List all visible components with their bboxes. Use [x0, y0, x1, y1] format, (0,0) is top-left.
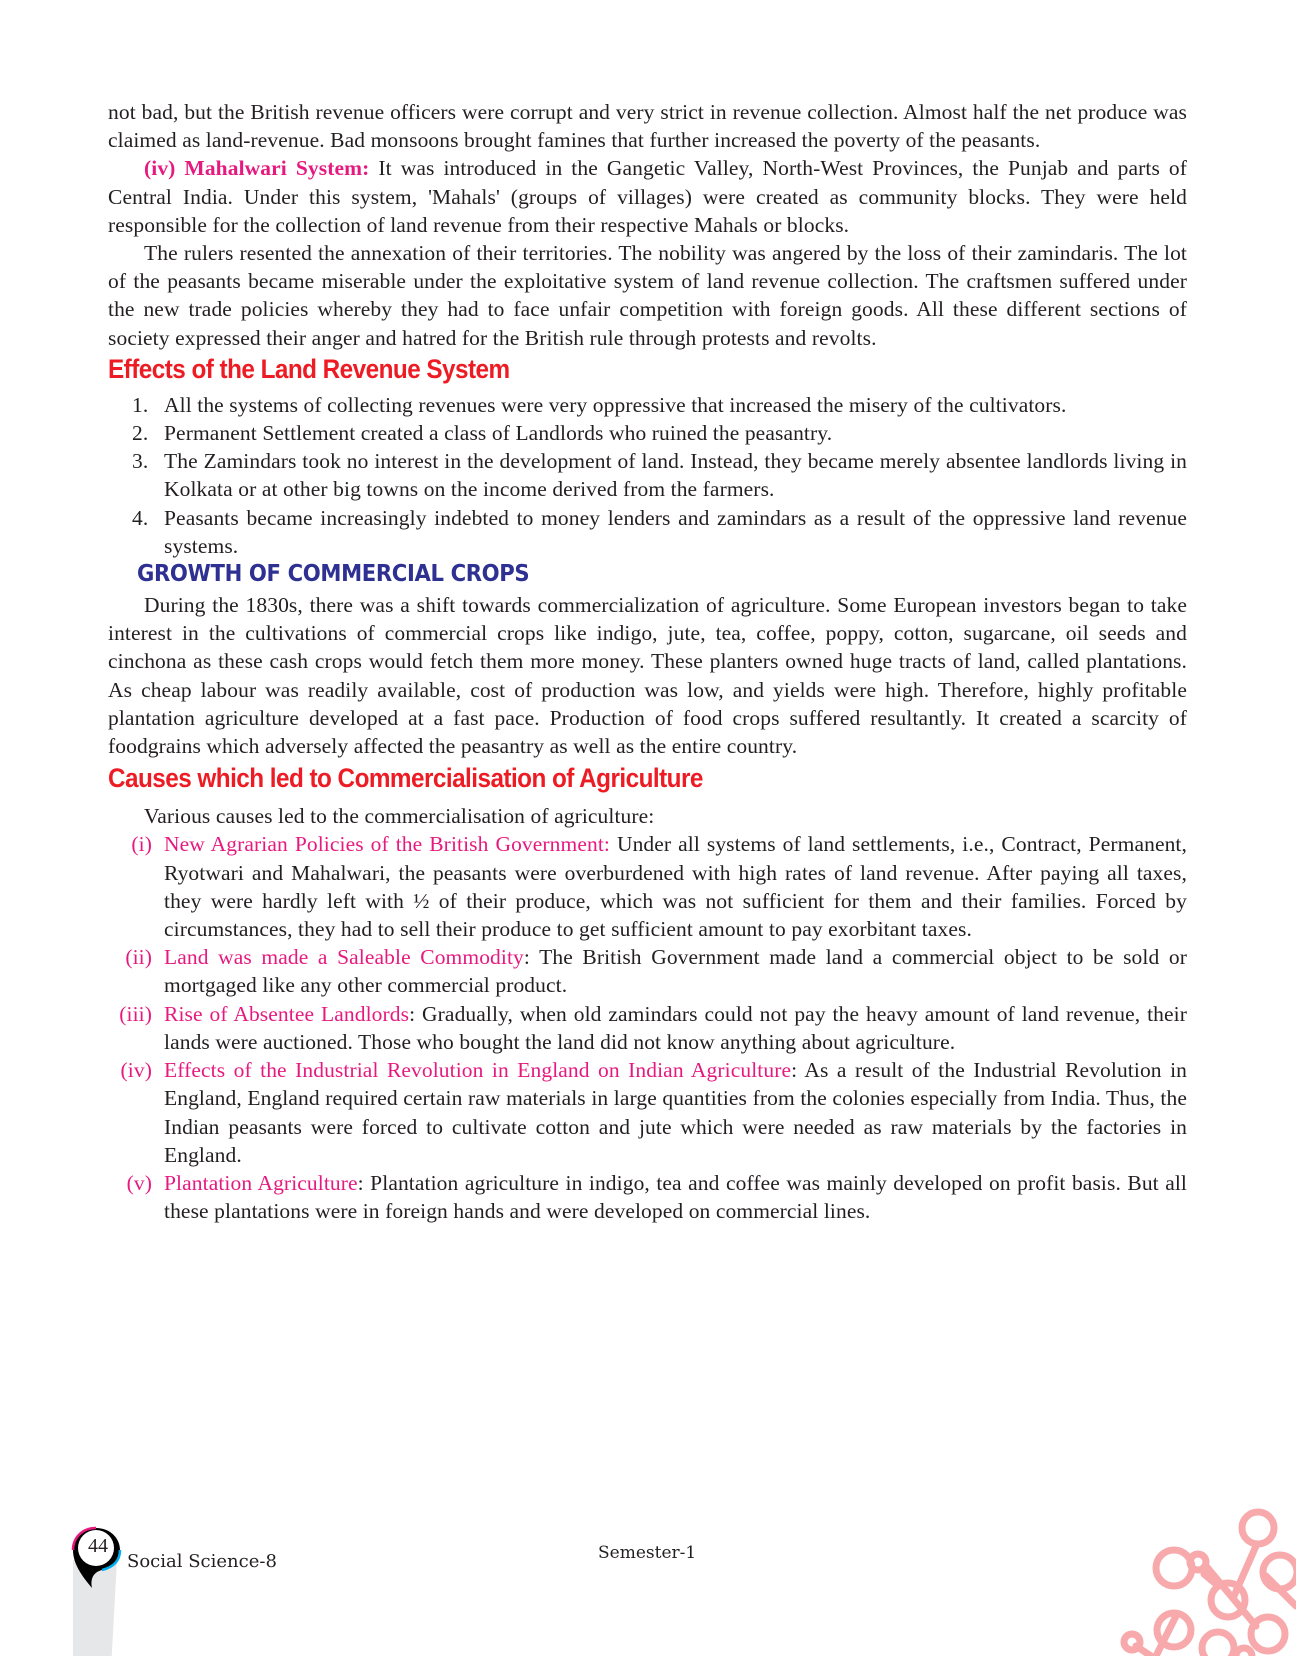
heading-causes: Causes which led to Commercialisation of Agriculture: [108, 763, 703, 794]
decorative-circles-icon: [1116, 1506, 1296, 1656]
list-item: (v) Plantation Agriculture: Plantation agriculture in indigo, tea and coffee was mainly developed on profit basis. But all these plantations were in foreign hands and were developed on commercial lines.: [126, 1170, 1187, 1224]
book-title: Social Science-8: [127, 1551, 277, 1572]
effects-list: [108, 391, 1187, 560]
paragraph-resentment: The rulers resented the annexation of their territories. The nobility was angered by the loss of their zamindaris. The lot of the peasants became miserable under the exploitative system of land revenue collection. The craftsmen suffered under the new trade policies whereby they had to face unfair competition with foreign goods. All these different sections of society expressed their anger and hatred for the British rule through protests and revolts.: [108, 241, 1187, 350]
list-item: 4. Peasants became increasingly indebted to money lenders and zamindars as a result of the oppressive land revenue systems.: [132, 505, 1187, 558]
causes-list: [108, 830, 1187, 1225]
list-item: (iv) Effects of the Industrial Revolution in England on Indian Agriculture: As a result of the Industrial Revolution in England, England required certain raw materials in large quantities from the colonies especially from India. Thus, the Indian peasants were forced to cultivate cotton and jute which were needed as raw materials by the factories in England.: [120, 1058, 1188, 1167]
list-item: (i) New Agrarian Policies of the British Government: Under all systems of land settlements, i.e., Contract, Permanent, Ryotwari and Mahalwari, the peasants were overburdened with high rates of land revenue. After paying all taxes, they were hardly left with ½ of their produce, which was not sufficient for them and their families. Forced by circumstances, they had to sell their produce to get sufficient amount to pay exorbitant taxes.: [131, 832, 1187, 942]
page-content: [108, 98, 1187, 1225]
mahalwari-label: (iv) Mahalwari System:: [144, 156, 370, 181]
heading-growth-commercial-crops: GROWTH OF COMMERCIAL CROPS: [137, 561, 530, 588]
mahalwari-text: It was introduced in the Gangetic Valley, North-West Provinces, the Punjab and parts of Central India. Under this system, 'Mahals' (groups of villages) were created as community blocks. They were held responsible for the collection of land revenue from their respective Mahals or blocks.: [108, 156, 1188, 237]
page-number: 44: [88, 1535, 108, 1557]
causes-intro: Various causes led to the commercialisation of agriculture:: [144, 804, 655, 829]
list-item: 3. The Zamindars took no interest in the development of land. Instead, they became merely absentee landlords living in Kolkata or at other big towns on the income derived from the farmers.: [132, 449, 1187, 502]
paragraph-growth: During the 1830s, there was a shift towards commercialization of agriculture. Some European investors began to take interest in the cultivations of commercial crops like indigo, jute, tea, coffee, poppy, cotton, sugarcane, oil seeds and cinchona as these cash crops would fetch them more money. These planters owned huge tracts of land, called plantations. As cheap labour was readily available, cost of production was low, and yields were high. Therefore, highly profitable plantation agriculture developed at a fast pace. Production of food crops suffered resultantly. It created a scarcity of foodgrains which adversely affected the peasantry as well as the entire country.: [108, 593, 1187, 759]
list-item: 1. All the systems of collecting revenues were very oppressive that increased the misery of the cultivators.: [132, 392, 1067, 417]
heading-effects: Effects of the Land Revenue System: [108, 353, 510, 384]
semester-label: Semester-1: [598, 1543, 697, 1563]
list-item: (iii) Rise of Absentee Landlords: Gradually, when old zamindars could not pay the heavy amount of land revenue, their lands were auctioned. Those who bought the land did not know anything about agriculture.: [119, 1001, 1187, 1054]
paragraph-mahalwari: [108, 154, 1187, 239]
list-item: 2. Permanent Settlement created a class of Landlords who ruined the peasantry.: [132, 421, 833, 446]
list-item: (ii) Land was made a Saleable Commodity: The British Government made land a commercial object to be sold or mortgaged like any other commercial product.: [125, 945, 1187, 998]
paragraph-ryotwari-end: not bad, but the British revenue officers were corrupt and very strict in revenue collection. Almost half the net produce was claimed as land-revenue. Bad monsoons brought famines that further increased the poverty of the peasants.: [108, 100, 1187, 153]
